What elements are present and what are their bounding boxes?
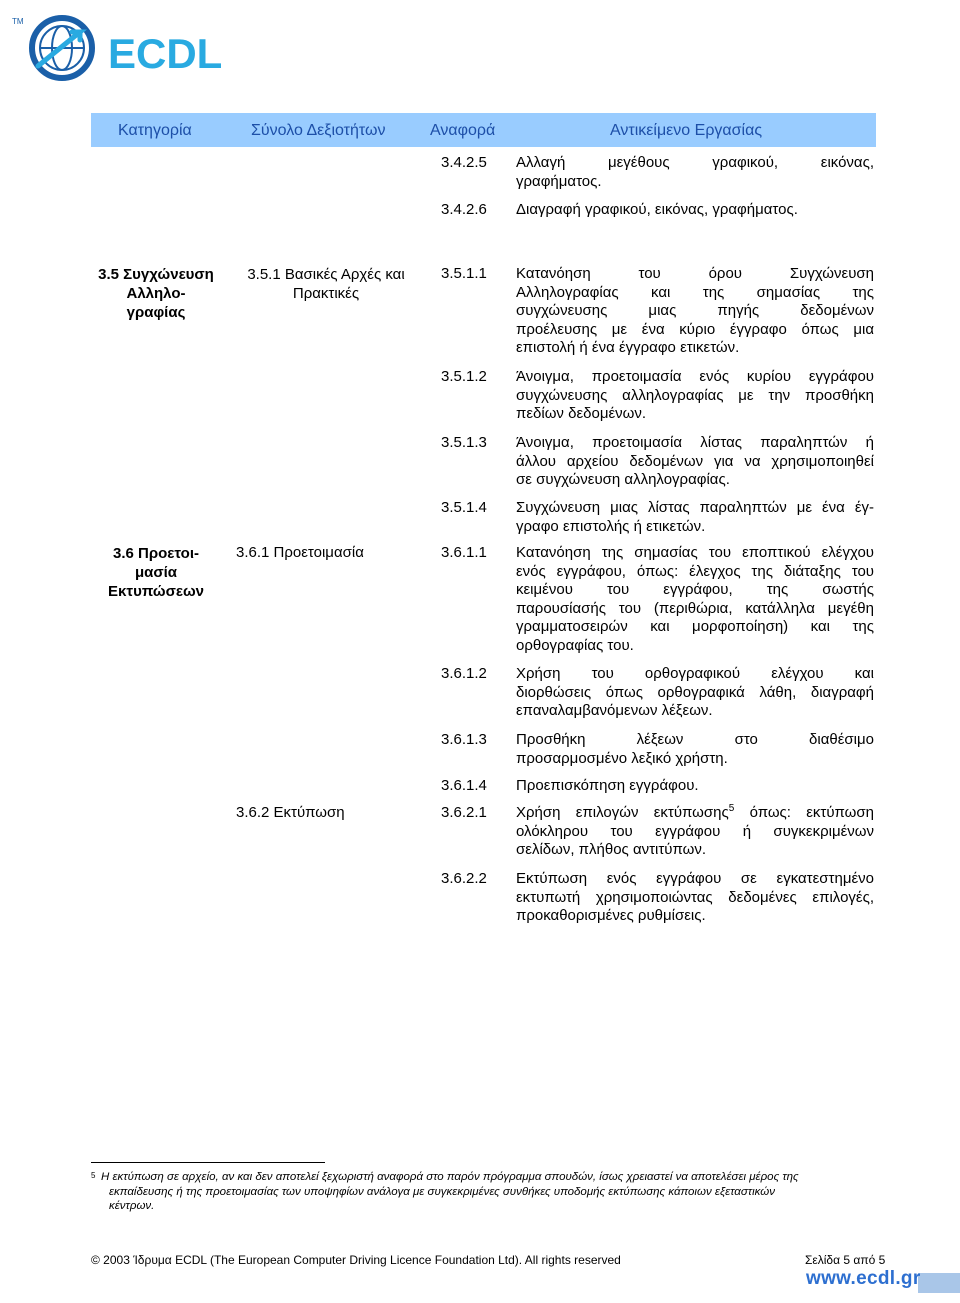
ref-3-6-1-1: 3.6.1.1 (441, 544, 487, 561)
ref-3-6-1-3: 3.6.1.3 (441, 731, 487, 748)
footnote-mark: 5 (91, 1171, 96, 1180)
svg-text:TM: TM (12, 17, 24, 26)
ref-3-6-2-2: 3.6.2.2 (441, 870, 487, 887)
url-decoration (918, 1273, 960, 1293)
website-link[interactable]: www.ecdl.gr (806, 1268, 921, 1289)
task-3-5-1-4: Συγχώνευση μιας λίστας παραληπτών με ένα έγ- γραφο επιστολής ή ετικετών. (516, 499, 874, 535)
task-3-6-2-1: Χρήση επιλογών εκτύπωσης$^5$ όπως: εκτύπωση ολόκληρου του εγγράφου ή συγκεκριμένων σελίδων, πλήθος αντιτύπων. (516, 803, 874, 858)
category-3-5: 3.5 Συγχώνευση Αλληλο- γραφίας (98, 266, 214, 321)
ref-3-6-1-4: 3.6.1.4 (441, 777, 487, 794)
task-3-5-1-1: Κατανόηση του όρου Συγχώνευση Αλληλογραφίας και της σημασίας της συγχώνευσης μιας πηγής δεδομένων προέλευσης με ένα κύριο έγγραφο όπως μια επιστολή ή ένα έγγραφο ετικετών. (516, 265, 874, 356)
header-task-item: Αντικείμενο Εργασίας (610, 122, 763, 139)
task-3-5-1-3: Άνοιγμα, προετοιμασία λίστας παραληπτών ή άλλου αρχείου δεδομένων για να χρησιμοποιηθεί σε συγχώνευση αλληλογραφίας. (516, 434, 874, 488)
svg-text:ECDL: ECDL (108, 30, 223, 77)
ref-3-5-1-3: 3.5.1.3 (441, 434, 487, 451)
ref-3-5-1-4: 3.5.1.4 (441, 499, 487, 516)
skill-3-5-1: 3.5.1 Βασικές Αρχές και Πρακτικές (247, 266, 405, 302)
task-3-5-1-2: Άνοιγμα, προετοιμασία ενός κυρίου εγγράφου συγχώνευσης αλληλογραφίας με την προσθήκη πεδίων δεδομένων. (516, 368, 874, 422)
task-3-6-2-2: Εκτύπωση ενός εγγράφου σε εγκατεστημένο εκτυπωτή χρησιμοποιώντας δεδομένες επιλογές, προκαθορισμένες ρυθμίσεις. (516, 870, 874, 924)
ref-3-5-1-1: 3.5.1.1 (441, 265, 487, 282)
footnote-ref[interactable]: 5 (728, 803, 735, 814)
header-reference: Αναφορά (430, 122, 496, 139)
task-3-6-1-2: Χρήση του ορθογραφικού ελέγχου και διορθώσεις όπως ορθογραφικά λάθη, διαγραφή επαναλαμβανόμενων λέξεων. (516, 665, 874, 719)
ecdl-logo (10, 10, 240, 90)
task-3-6-1-1: Κατανόηση της σημασίας του εποπτικού ελέγχου ενός εγγράφου, όπως: έλεγχος της διάταξης του κειμένου του εγγράφου, της σωστής παρουσίασής του (περιθώρια, κατάλληλα μεγέθη γραμματοσειρών και μορφοποίηση) και της ορθογραφίας του. (516, 544, 874, 654)
ref-3-4-2-6: 3.4.2.6 (441, 201, 487, 218)
footnote-divider (91, 1162, 325, 1163)
page-number: Σελίδα 5 από 5 (805, 1253, 886, 1267)
skill-3-6-2: 3.6.2 Εκτύπωση (236, 804, 345, 821)
copyright-text: © 2003 Ίδρυμα ECDL (The European Computer Driving Licence Foundation Ltd). All rights reserved (91, 1253, 621, 1267)
footnote: 5 Η εκτύπωση σε αρχείο, αν και δεν αποτελεί ξεχωριστή αναφορά στο παρόν πρόγραμμα σπουδών, ίσως χρειαστεί να αποτελέσει μέρος της εκπαίδευσης ή της προετοιμασίας των υποψηφίων ανάλογα με συγκεκριμένες συνθήκες υποδομής εκτύπωσης κάποιων εξεταστικών κέντρων. (91, 1171, 799, 1212)
table-header (91, 113, 876, 147)
ref-3-5-1-2: 3.5.1.2 (441, 368, 487, 385)
ref-3-6-2-1: 3.6.2.1 (441, 804, 487, 821)
task-3-4-2-5: Αλλαγή μεγέθους γραφικού, εικόνας, γραφήματος. (516, 154, 874, 190)
category-3-6: 3.6 Προετοι- μασία Εκτυπώσεων (108, 545, 204, 600)
task-3-6-1-4: Προεπισκόπηση εγγράφου. (516, 777, 699, 794)
skill-3-6-1: 3.6.1 Προετοιμασία (236, 544, 364, 561)
header-category: Κατηγορία (118, 122, 192, 139)
ref-3-4-2-5: 3.4.2.5 (441, 154, 487, 171)
header-skill-set: Σύνολο Δεξιοτήτων (251, 122, 386, 139)
ref-3-6-1-2: 3.6.1.2 (441, 665, 487, 682)
ecdl-globe-icon (10, 10, 240, 90)
task-3-4-2-6: Διαγραφή γραφικού, εικόνας, γραφήματος. (516, 201, 798, 218)
task-3-6-1-3: Προσθήκη λέξεων στο διαθέσιμο προσαρμοσμένο λεξικό χρήστη. (516, 731, 874, 767)
